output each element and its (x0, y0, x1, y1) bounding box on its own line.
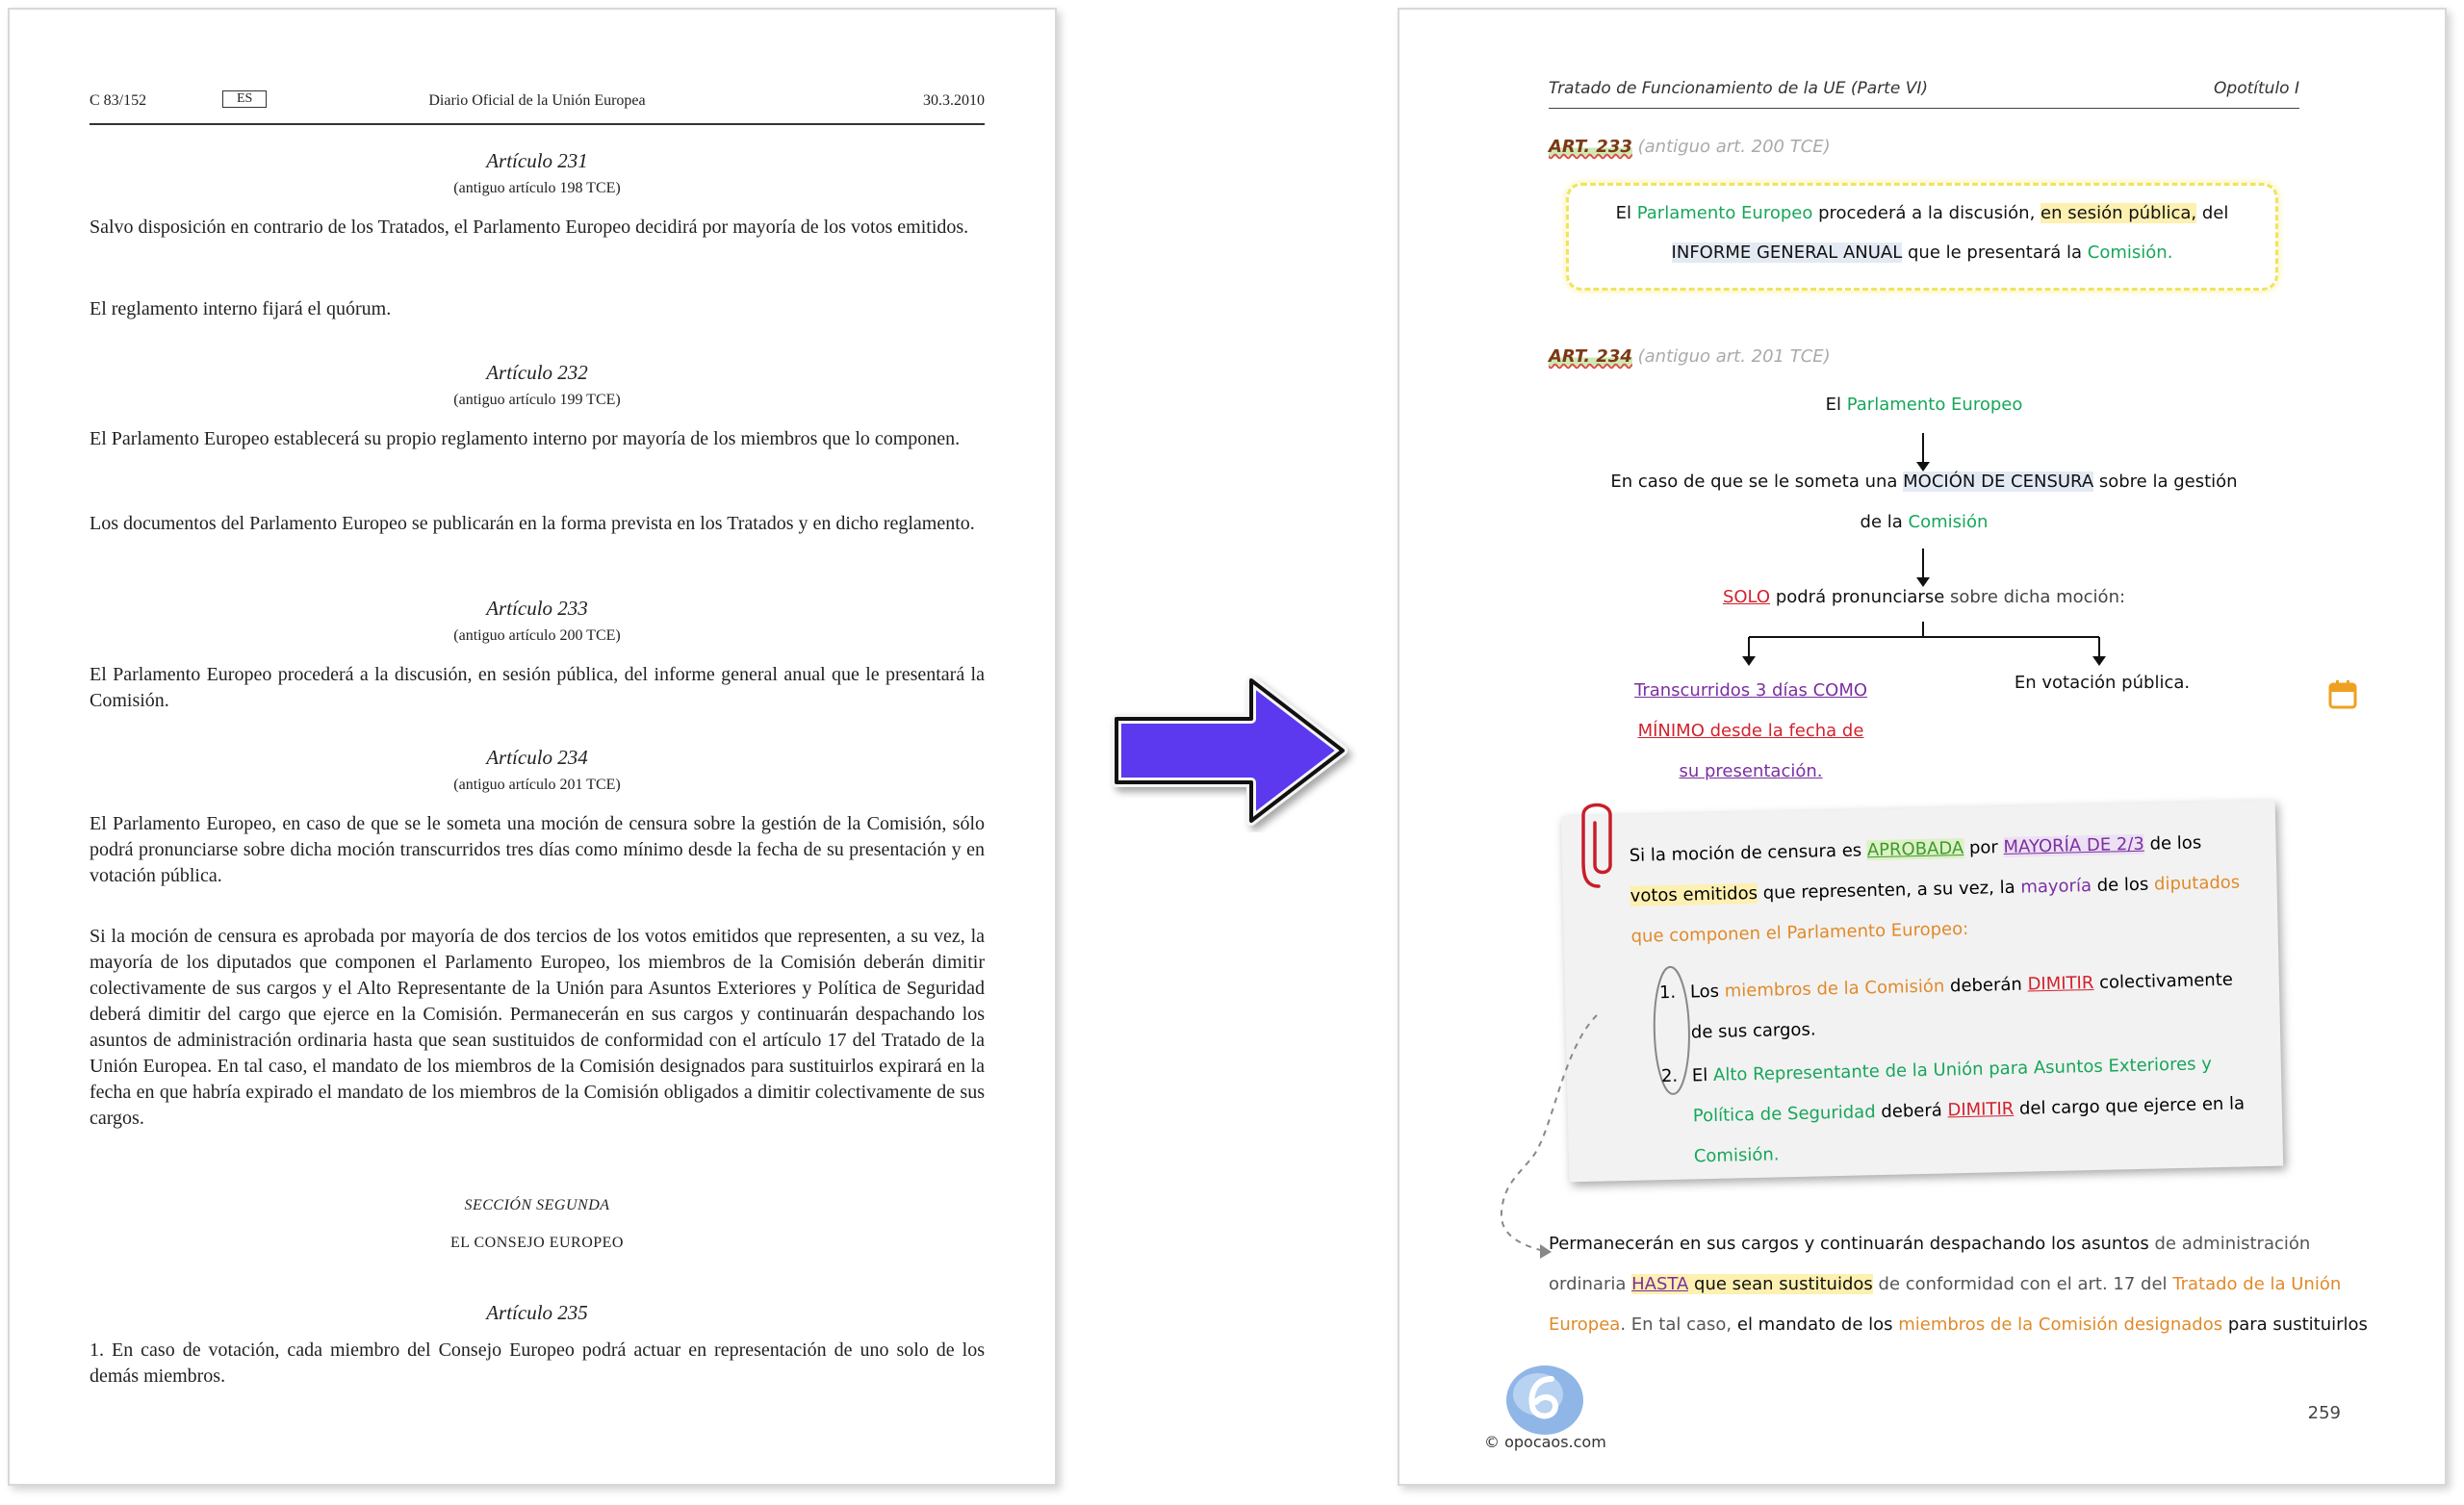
text-fragment: En caso de que se le someta una (1610, 472, 1904, 492)
article-233-title: Artículo 233 (486, 597, 588, 620)
notes-header-chapter: Opotítulo I (2214, 79, 2299, 98)
art-234-label (1549, 346, 1831, 367)
text-fragment: El (1615, 203, 1637, 223)
text-fragment: de los (2091, 874, 2155, 896)
votes-highlight: votos emitidos (1630, 882, 1758, 906)
article-232-subtitle: (antiguo artículo 199 TCE) (453, 392, 621, 408)
approval-note-card (1561, 801, 2283, 1183)
condition-line: MÍNIMO desde la fecha de (1637, 721, 1864, 741)
journal-title: Diario Oficial de la Unión Europea (428, 92, 646, 109)
logo-copyright: © opocaos.com (1484, 1433, 1606, 1451)
article-234-paragraph: Si la moción de censura es aprobada por mayoría de dos tercios de los votos emitidos que representen, a su vez, la mayoría de los diputados que componen el Parlamento Europeo, los miembros de la Comisión deberán dimitir colectivamente de sus cargos y el Alto Representante de la Unión para Asuntos Exteriores y Política de Seguridad deberá dimitir del cargo que ejerce en la Comisión. Permanecerán en sus cargos y continuarán despachando los asuntos de administración ordinaria hasta que sean sustituidos de conformidad con el artículo 17 del Tratado de la Unión Europea. En tal caso, el mandato de los miembros de la Comisión designados para sustituirlos expirará en la fecha en que habría expirado el mandato de los miembros de la Comisión obligados a dimitir colectivamente de sus cargos. (90, 926, 985, 1129)
list-number: 1. (1658, 982, 1677, 1004)
text-fragment: Los (1689, 981, 1726, 1003)
text-fragment: sobre la gestión (2093, 472, 2238, 492)
art-234-old-ref: (antiguo art. 201 TCE) (1637, 346, 1831, 367)
text-fragment: Permanecerán en sus cargos y continuarán despachando los asuntos (1549, 1234, 2149, 1254)
majority-word: mayoría (2020, 875, 2092, 898)
card-line: que componen el Parlamento Europeo: (1630, 918, 1969, 947)
article-235-title: Artículo 235 (486, 1301, 588, 1324)
paragraph-line (1549, 1305, 2368, 1345)
article-232-paragraph: Los documentos del Parlamento Europeo se publicarán en la forma prevista en los Tratados y en dicho reglamento. (90, 513, 975, 534)
flow-node-only (1549, 587, 2299, 607)
journal-date: 30.3.2010 (923, 92, 985, 109)
article-232-title: Artículo 232 (486, 361, 588, 384)
text-fragment: que representen, a su vez, la (1757, 877, 2021, 904)
official-journal-page (8, 8, 1057, 1486)
text-fragment: sobre dicha moción: (1950, 587, 2126, 607)
paragraph-line (1549, 1224, 2311, 1264)
text-fragment: El (1825, 395, 1847, 415)
article-234-subtitle: (antiguo artículo 201 TCE) (453, 777, 621, 793)
designated-members-highlight: miembros de la Comisión designados (1898, 1314, 2223, 1335)
article-235-paragraph: 1. En caso de votación, cada miembro del Consejo Europeo podrá actuar en representación de uno solo de los demás miembros. (90, 1339, 985, 1387)
text-fragment: podrá pronunciarse (1770, 587, 1951, 607)
list-number: 2. (1660, 1065, 1679, 1087)
paragraph-line (1549, 1264, 2342, 1305)
continuation-paragraph (1549, 1224, 2368, 1345)
text-fragment: del (2196, 203, 2229, 223)
art-233-summary-box (1566, 183, 2278, 291)
parliament-highlight: Parlamento Europeo (1846, 395, 2023, 415)
commission-highlight: Comisión. (2087, 242, 2173, 263)
branch-connector (1732, 622, 2117, 670)
opocaos-logo (1484, 1362, 1648, 1458)
resign-highlight: DIMITIR (2027, 972, 2094, 995)
art-233-old-ref: (antiguo art. 200 TCE) (1637, 137, 1831, 157)
notes-header (1549, 73, 2299, 109)
condition-line: su presentación. (1679, 761, 1823, 781)
card-line: Comisión. (1693, 1144, 1780, 1167)
article-233-paragraph: El Parlamento Europeo procederá a la discusión, en sesión pública, del informe general anual que le presentará la Comisión. (90, 664, 985, 711)
commission-highlight: Comisión (1908, 512, 1989, 532)
text-fragment: ordinaria (1549, 1274, 1632, 1294)
text-fragment: . En tal caso, (1620, 1314, 1737, 1335)
art-234-number: ART. 234 (1549, 346, 1632, 367)
high-representative-highlight: Alto Representante de la Unión para Asuntos Exteriores y (1712, 1054, 2213, 1085)
commission-members-highlight: miembros de la Comisión (1724, 976, 1945, 1002)
calendar-icon (2327, 679, 2358, 710)
notes-header-title: Tratado de Funcionamiento de la UE (Parte VI) (1549, 79, 1928, 98)
section-name: SECCIÓN SEGUNDA (464, 1197, 610, 1213)
art-233-number: ART. 233 (1549, 137, 1632, 157)
article-233-subtitle: (antiguo artículo 200 TCE) (453, 627, 621, 644)
annual-report-highlight: INFORME GENERAL ANUAL (1671, 242, 1903, 263)
deputies-highlight: diputados (2153, 872, 2241, 895)
flow-node-censure-cont (1549, 512, 2299, 532)
article-231-paragraph: Salvo disposición en contrario de los Tratados, el Parlamento Europeo decidirá por mayoría de los votos emitidos. (90, 217, 969, 238)
text-fragment: de conformidad con el art. 17 del (1872, 1274, 2173, 1294)
journal-ref: C 83/152 (90, 92, 147, 109)
paperclip-icon (1578, 794, 1616, 900)
text-fragment: de la (1860, 512, 1909, 532)
text-fragment: el mandato de los (1736, 1314, 1899, 1335)
article-231-subtitle: (antiguo artículo 198 TCE) (453, 180, 621, 196)
treaty-highlight: Europea (1549, 1314, 1621, 1335)
down-arrow-icon (1922, 433, 1924, 464)
text-fragment: por (1963, 837, 2004, 858)
text-fragment: del cargo que ejerce en la (2014, 1093, 2246, 1119)
text-fragment: que le presentará la (1902, 242, 2088, 263)
text-fragment: deberá (1875, 1100, 1948, 1123)
language-badge: ES (222, 90, 267, 108)
art-233-label (1549, 137, 1831, 157)
approved-highlight: APROBADA (1866, 837, 1964, 861)
text-fragment: de los (2143, 832, 2202, 855)
text-fragment: colectivamente (2093, 969, 2234, 993)
replaced-highlight: que sean sustituidos (1688, 1274, 1873, 1294)
text-fragment: procederá a la discusión, (1812, 203, 2041, 223)
right-arrow-icon (1107, 669, 1357, 832)
page-number: 259 (2307, 1403, 2341, 1423)
text-fragment: deberán (1944, 974, 2028, 997)
text-fragment: para sustituirlos (2222, 1314, 2368, 1335)
text-fragment: de administración (2148, 1234, 2311, 1254)
public-session-highlight: en sesión pública, (2040, 203, 2197, 223)
treaty-highlight: Tratado de la Unión (2172, 1274, 2342, 1294)
only-highlight: SOLO (1722, 587, 1771, 607)
text-fragment: Si la moción de censura es (1629, 840, 1868, 866)
text-fragment: El (1691, 1064, 1714, 1086)
censure-motion-highlight: MOCIÓN DE CENSURA (1903, 472, 2094, 492)
article-232-paragraph: El Parlamento Europeo establecerá su propio reglamento interno por mayoría de los miembros que lo componen. (90, 428, 961, 449)
condition-line: Transcurridos 3 días COMO (1633, 680, 1868, 701)
until-highlight: HASTA (1631, 1274, 1689, 1294)
condition-three-days (1626, 671, 1876, 792)
security-policy-highlight: Política de Seguridad (1692, 1102, 1876, 1127)
flow-node-parliament (1549, 395, 2299, 415)
majority-highlight: MAYORÍA DE 2/3 (2003, 833, 2145, 858)
condition-public-vote: En votación pública. (2014, 673, 2191, 693)
section-title: EL CONSEJO EUROPEO (450, 1235, 624, 1251)
parliament-highlight: Parlamento Europeo (1636, 203, 1813, 223)
article-231-paragraph: El reglamento interno fijará el quórum. (90, 298, 392, 319)
article-234-title: Artículo 234 (486, 746, 588, 769)
card-line: de sus cargos. (1690, 1019, 1816, 1043)
study-notes-page (1398, 8, 2447, 1486)
down-arrow-icon (1922, 548, 1924, 579)
article-231-title: Artículo 231 (486, 149, 588, 172)
journal-body (90, 10, 985, 1484)
logo-badge-icon (1502, 1362, 1588, 1439)
article-234-paragraph: El Parlamento Europeo, en caso de que se le someta una moción de censura sobre la gestión de la Comisión, sólo podrá pronunciarse sobre dicha moción transcurridos tres días como mínimo desde la fecha de su presentación y en votación pública. (90, 813, 985, 886)
dashed-connector (1496, 1010, 1602, 1261)
resign-highlight: DIMITIR (1947, 1098, 2015, 1121)
flow-node-censure (1549, 472, 2299, 492)
